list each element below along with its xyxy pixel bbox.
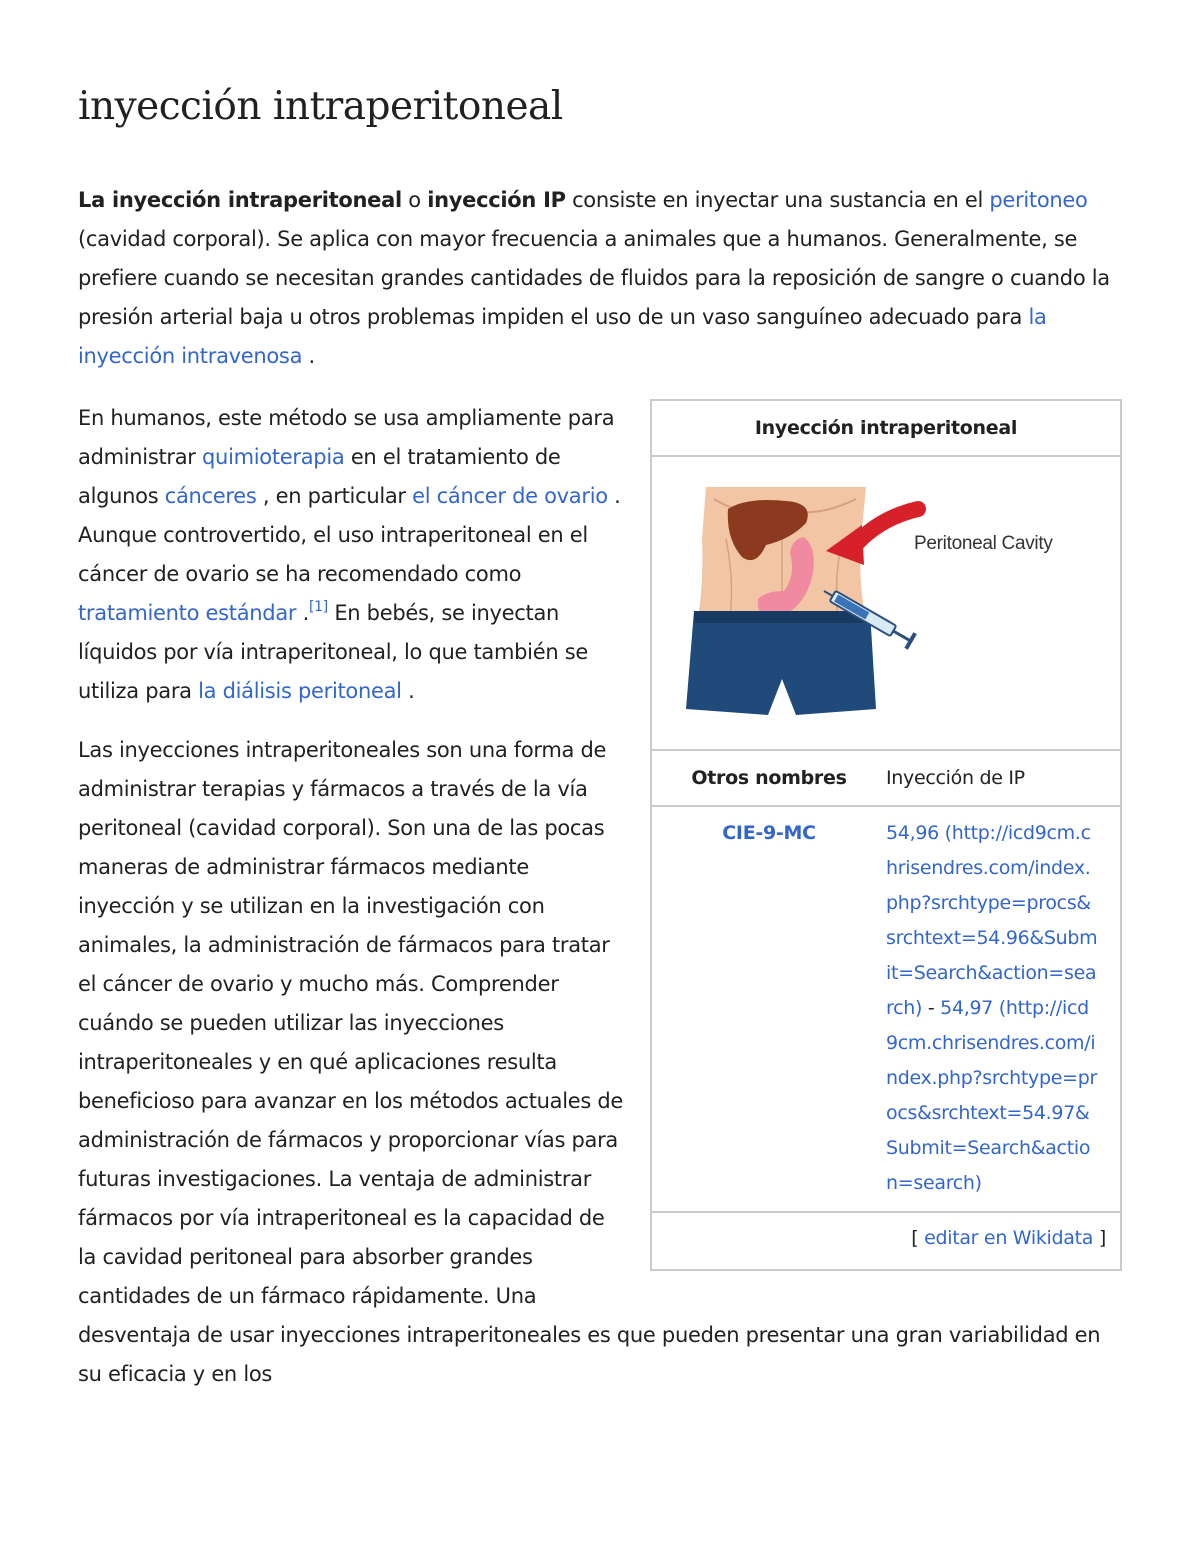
text: o — [401, 188, 428, 212]
intro-paragraph — [78, 181, 1122, 376]
infobox-label — [652, 816, 886, 1201]
peritoneal-cavity-illustration — [686, 479, 1090, 725]
infobox-edit — [652, 1213, 1120, 1269]
link-cie-9-mc[interactable]: CIE-9-MC — [722, 822, 816, 844]
infobox-value — [886, 816, 1100, 1201]
bold-term: inyección IP — [427, 188, 566, 212]
link-edit-wikidata[interactable]: editar en Wikidata — [924, 1227, 1094, 1249]
link-tratamiento-estandar[interactable]: tratamiento estándar — [78, 601, 297, 625]
text: . Aunque controvertido, el uso intraperitoneal en el cáncer de ovario se ha recomendado como — [78, 484, 621, 586]
separator: - — [922, 997, 941, 1019]
link-icd-5497[interactable]: 54,97 (http://icd9cm.chrisendres.com/index.php?srchtype=procs&srchtext=54.97&Submit=Search&action=search) — [886, 997, 1098, 1194]
page-title: inyección intraperitoneal — [78, 84, 563, 129]
text: . — [401, 679, 415, 703]
link-peritoneo[interactable]: peritoneo — [989, 188, 1088, 212]
infobox — [650, 399, 1122, 1271]
reference-1[interactable]: [1] — [309, 599, 328, 615]
content-column — [78, 399, 1122, 1414]
text: consiste en inyectar una sustancia en el — [565, 188, 990, 212]
infobox-image[interactable] — [652, 457, 1120, 751]
text: En humanos, este método se usa ampliamente para administrar — [78, 406, 615, 469]
infobox-row-icd9 — [652, 807, 1120, 1213]
link-dialisis-peritoneal[interactable]: la diálisis peritoneal — [198, 679, 402, 703]
link-icd-5496[interactable]: 54,96 (http://icd9cm.chrisendres.com/index.php?srchtype=procs&srchtext=54.96&Submit=Search&action=search) — [886, 822, 1098, 1019]
shorts — [686, 611, 876, 715]
bracket: [ — [911, 1227, 925, 1249]
text: (cavidad corporal). Se aplica con mayor frecuencia a animales que a humanos. Generalmente, se prefiere cuando se necesitan grandes cantidades de fluidos para la reposición de sangre o cuando la presión arterial baja u otros problemas impiden el uso de un vaso sanguíneo adecuado para — [78, 227, 1110, 329]
link-quimioterapia[interactable]: quimioterapia — [202, 445, 345, 469]
infobox-row-other-names — [652, 751, 1120, 807]
bold-term: La inyección intraperitoneal — [78, 188, 402, 212]
infobox-label: Otros nombres — [691, 766, 847, 789]
text: En bebés, se inyectan líquidos por vía intraperitoneal, lo que también se utiliza para — [78, 601, 588, 703]
image-caption: Peritoneal Cavity — [914, 533, 1053, 554]
link-cancer-ovario[interactable]: el cáncer de ovario — [412, 484, 608, 508]
text: en el tratamiento de algunos — [78, 445, 561, 508]
infobox-value: Inyección de IP — [886, 766, 1025, 789]
infobox-title: Inyección intraperitoneal — [652, 401, 1120, 457]
text: . — [296, 601, 309, 625]
bracket: ] — [1093, 1227, 1106, 1249]
link-canceres[interactable]: cánceres — [164, 484, 257, 508]
text: . — [302, 344, 315, 368]
paragraph-uses: Las inyecciones intraperitoneales son una forma de administrar terapias y fármacos a través de la vía peritoneal (cavidad corporal). Son una de las pocas maneras de administrar fármacos mediante inyección y se utilizan en la investigación con animales, la administración de fármacos para tratar el cáncer de ovario y mucho más. Comprender cuándo se pueden utilizar las inyecciones intraperitoneales y en qué aplicaciones resulta beneficioso para avanzar en los métodos actuales de administración de fármacos y proporcionar vías para futuras investigaciones. La ventaja de administrar fármacos por vía intraperitoneal es la capacidad de la cavidad peritoneal para absorber grandes cantidades de un fármaco rápidamente. Una desventaja de usar inyecciones intraperitoneales es que pueden presentar una gran variabilidad en su eficacia y en los — [78, 738, 1101, 1386]
link-inyeccion-intravenosa[interactable]: la inyección intravenosa — [78, 305, 1047, 368]
text: , en particular — [256, 484, 413, 508]
